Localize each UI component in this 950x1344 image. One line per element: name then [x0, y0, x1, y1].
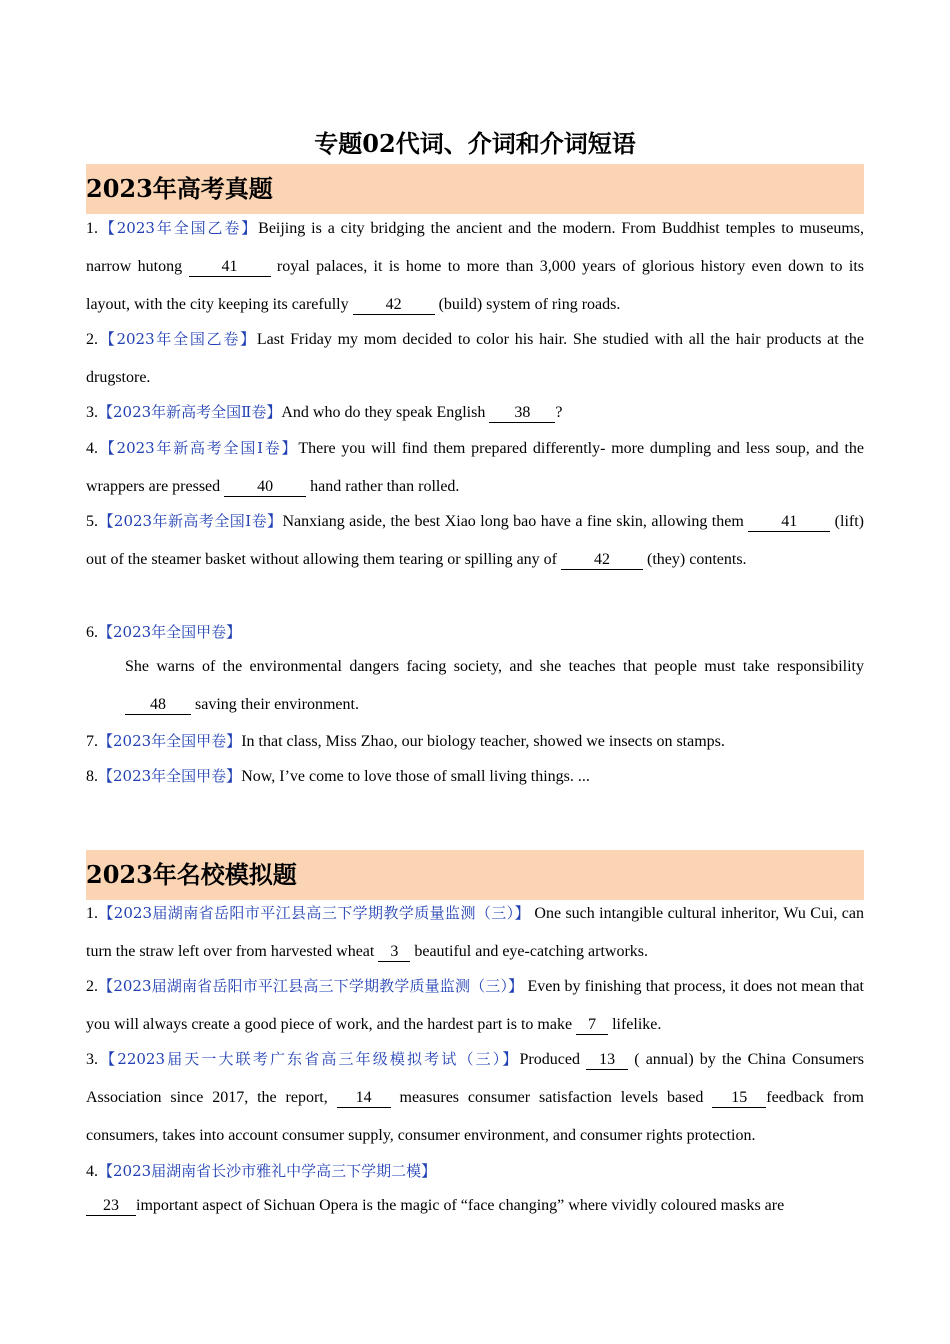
- answer-blank: 42: [561, 551, 643, 570]
- answer-blank: 7: [576, 1016, 608, 1035]
- answer-blank: 38: [489, 404, 555, 423]
- question-mock-4-body: 23 important aspect of Sichuan Opera is the magic of “face changing” where vividly coloured masks are: [86, 1187, 864, 1225]
- question-source: 【2023年全国甲卷】: [98, 623, 242, 641]
- question-source: 【2023年全国乙卷】: [98, 330, 257, 348]
- question-source: 【2023年全国乙卷】: [98, 219, 259, 237]
- question-source: 【2023年新高考全国Ⅰ卷】: [98, 512, 283, 530]
- question-real-8: 8.【2023年全国甲卷】Now, I’ve come to love those of small living things. ...: [86, 767, 590, 785]
- section-heading-real-exams: 2023年高考真题: [86, 164, 864, 214]
- question-source: 【22023届天一大联考广东省高三年级模拟考试（三）】: [98, 1050, 520, 1068]
- question-real-2: 2.【2023年全国乙卷】Last Friday my mom decided to color his hair. She studied with all the hair products at the drugstore.: [86, 330, 864, 386]
- answer-blank: 41: [189, 258, 271, 277]
- answer-blank: 13: [586, 1051, 628, 1070]
- question-real-6: 6.【2023年全国甲卷】: [86, 623, 242, 641]
- question-real-3: 3.【2023年新高考全国Ⅱ卷】And who do they speak English 38 ?: [86, 403, 563, 421]
- question-mock-4: 4.【2023届湖南省长沙市雅礼中学高三下学期二模】: [86, 1162, 437, 1180]
- question-real-1: 1.【2023年全国乙卷】Beijing is a city bridging the ancient and the modern. From Buddhist temples to museums, narrow hutong 41 royal palaces, it is home to more than 3,000 years of glorious history even down to its layout, with the city keeping its carefully 42 (build) system of ring roads.: [86, 219, 864, 313]
- question-real-4: 4.【2023年新高考全国Ⅰ卷】There you will find them prepared differently- more dumpling and less soup, and the wrappers are pressed 40 hand rather than rolled.: [86, 439, 864, 495]
- section-heading-mock-exams: 2023年名校模拟题: [86, 850, 864, 900]
- question-real-5: 5.【2023年新高考全国Ⅰ卷】Nanxiang aside, the best Xiao long bao have a fine skin, allowing them 41 (lift) out of the steamer basket without allowing them tearing or spilling any of 42 (they) contents.: [86, 512, 864, 568]
- question-real-7: 7.【2023年全国甲卷】In that class, Miss Zhao, our biology teacher, showed we insects on stamps.: [86, 732, 725, 750]
- answer-blank: 3: [378, 943, 410, 962]
- answer-blank: 14: [337, 1089, 391, 1108]
- question-mock-3: 3.【22023届天一大联考广东省高三年级模拟考试（三）】Produced 13 ( annual) by the China Consumers Association since 2017, the report, 14 measures consumer satisfaction levels based 15 feedback from consumers, takes into account consumer supply, consumer environment, and consumer rights protection.: [86, 1050, 865, 1144]
- answer-blank: 48: [125, 696, 191, 715]
- answer-blank: 42: [353, 296, 435, 315]
- question-source: 【2023届湖南省长沙市雅礼中学高三下学期二模】: [98, 1162, 437, 1180]
- answer-blank: 41: [748, 513, 830, 532]
- question-source: 【2023年全国甲卷】: [98, 732, 242, 750]
- question-real-6-body: She warns of the environmental dangers facing society, and she teaches that people must take responsibility 48 saving their environment.: [125, 658, 864, 713]
- question-source: 【2023届湖南省岳阳市平江县高三下学期教学质量监测（三）】: [98, 977, 524, 995]
- question-source: 【2023年全国甲卷】: [98, 767, 242, 785]
- answer-blank: 40: [224, 478, 306, 497]
- question-mock-2: 2.【2023届湖南省岳阳市平江县高三下学期教学质量监测（三）】 Even by finishing that process, it does not mean that you will always create a good piece of work, and the hardest part is to make 7 lifelike.: [86, 977, 864, 1033]
- answer-blank: 15: [712, 1089, 766, 1108]
- answer-blank: 23: [86, 1197, 136, 1216]
- question-mock-1: 1.【2023届湖南省岳阳市平江县高三下学期教学质量监测（三）】 One such intangible cultural inheritor, Wu Cui, can turn the straw left over from harvested wheat 3 beautiful and eye-catching artworks.: [86, 904, 864, 960]
- page-title: 专题02代词、介词和介词短语: [314, 129, 636, 158]
- question-source: 【2023届湖南省岳阳市平江县高三下学期教学质量监测（三）】: [98, 904, 530, 922]
- question-source: 【2023年新高考全国Ⅰ卷】: [98, 439, 299, 457]
- question-source: 【2023年新高考全国Ⅱ卷】: [98, 403, 282, 421]
